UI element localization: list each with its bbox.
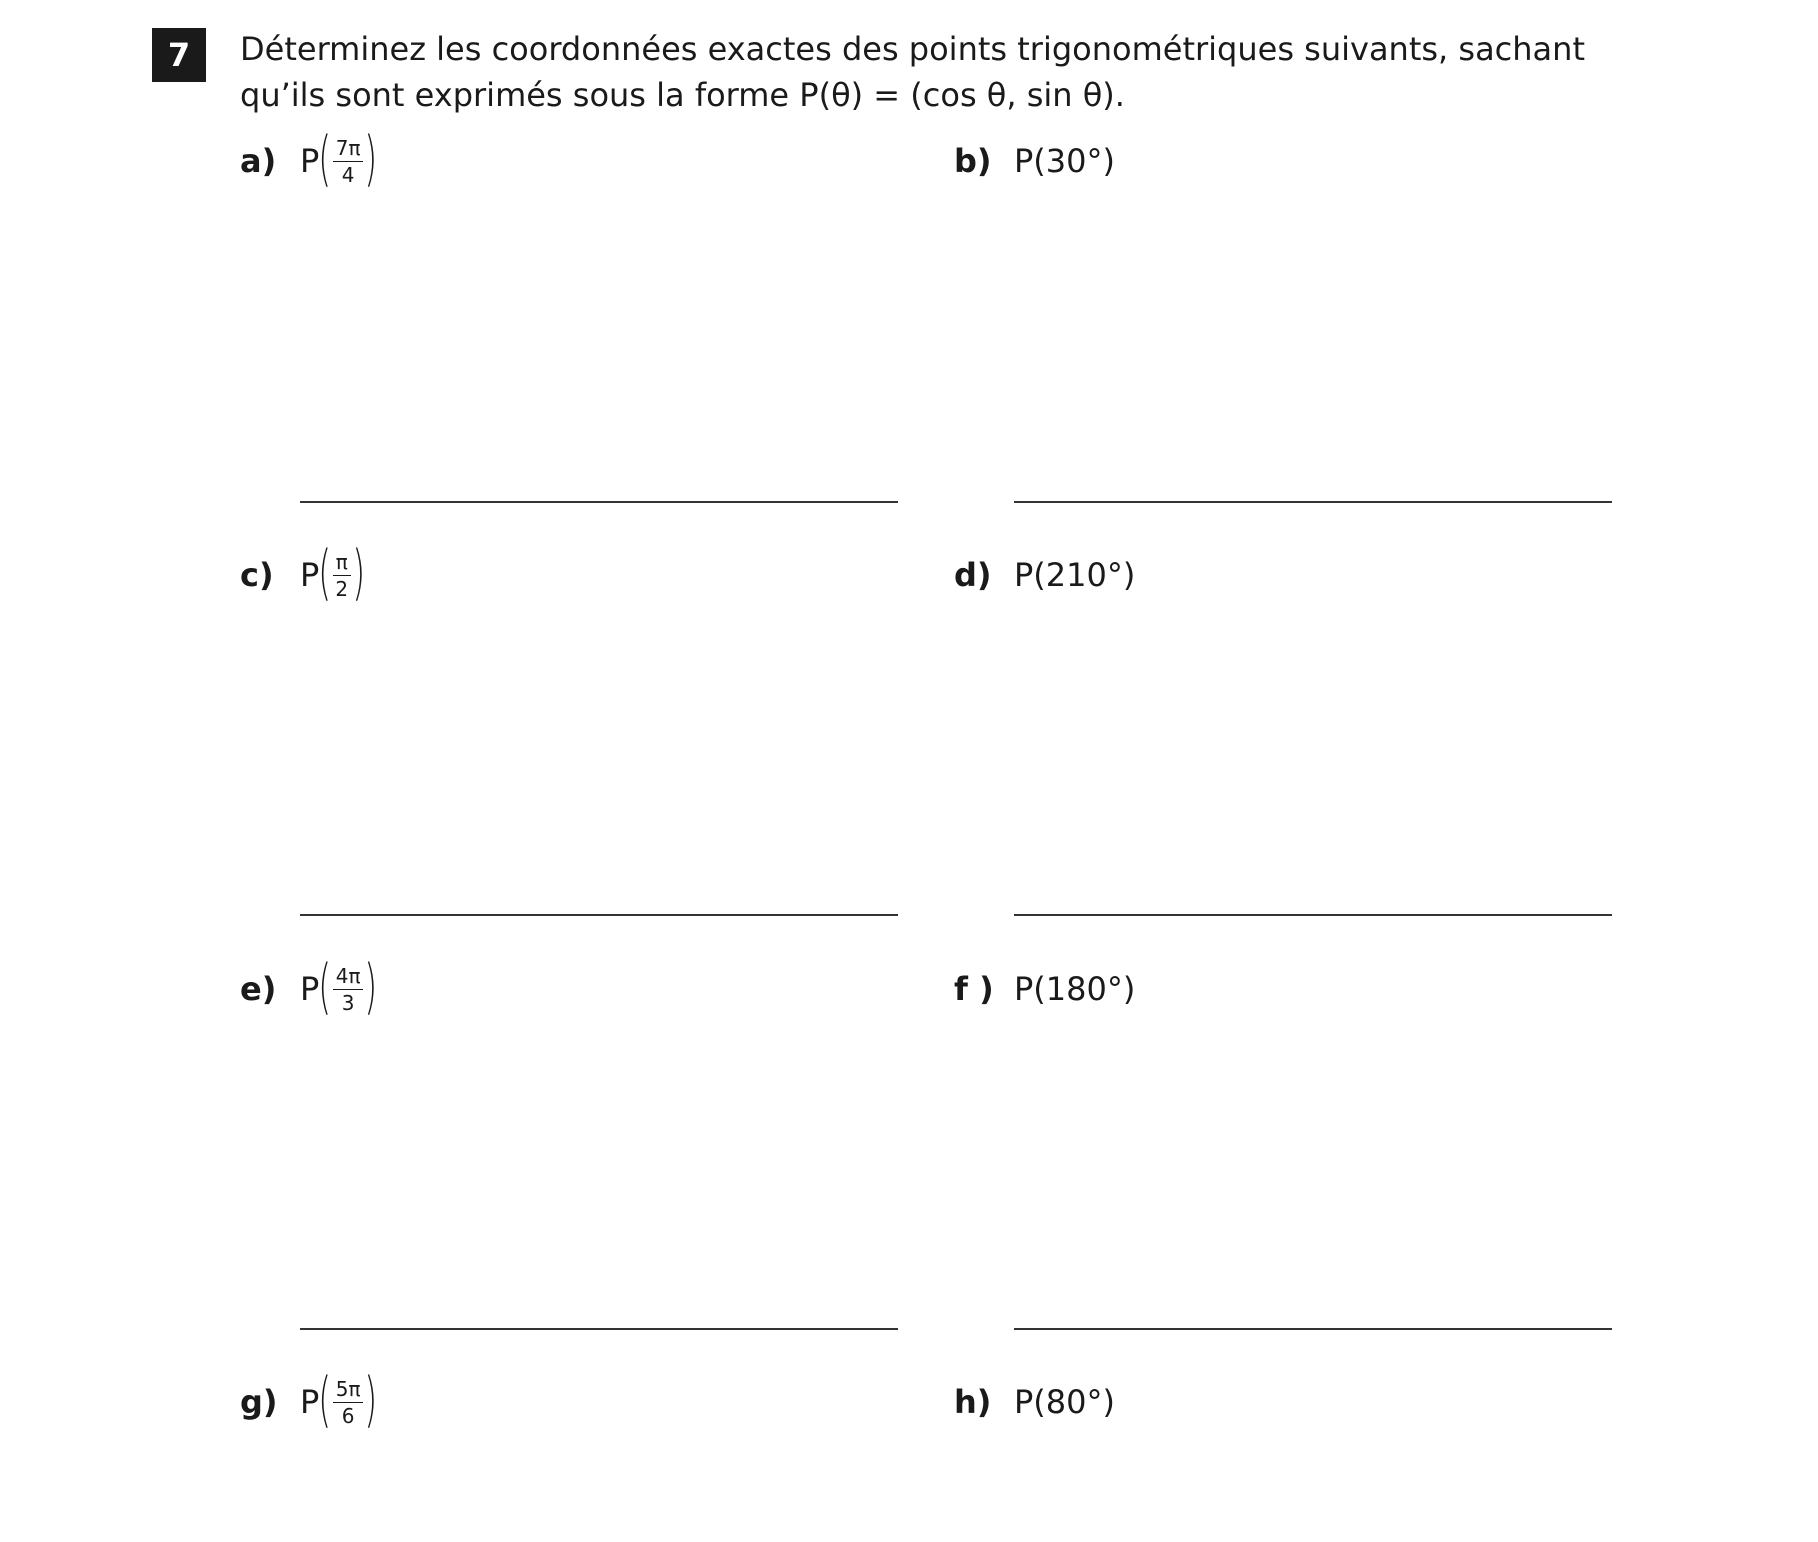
item-b: [954, 126, 1115, 196]
fraction: [331, 136, 366, 187]
fraction-numerator: π: [333, 550, 351, 576]
fraction: [331, 550, 353, 601]
item-d: [954, 540, 1135, 610]
item-expression: P(180°): [1014, 970, 1136, 1008]
expression-prefix: P: [300, 142, 320, 180]
item-expression: P(80°): [1014, 1383, 1115, 1421]
fraction-denominator: 6: [341, 1403, 355, 1428]
item-letter: b): [954, 142, 992, 180]
item-letter: f ): [954, 970, 994, 1008]
answer-line-e[interactable]: [300, 1328, 898, 1330]
expression-prefix: P: [300, 970, 320, 1008]
item-expression: P ( $\frac{5\pi}{6}$ ): [300, 1365, 378, 1435]
fraction: [331, 1377, 366, 1428]
fraction-denominator: 3: [341, 990, 355, 1015]
item-e: [240, 954, 377, 1024]
item-letter: d): [954, 556, 992, 594]
expression-prefix: P: [300, 1383, 320, 1421]
answer-line-c[interactable]: [300, 914, 898, 916]
fraction-denominator: 2: [335, 576, 349, 601]
exercise-instructions: Déterminez les coordonnées exactes des points trigonométriques suivants, sachant qu’ils sont exprimés sous la forme P(θ) = (cos θ, sin θ).: [240, 30, 1585, 114]
answer-line-d[interactable]: [1014, 914, 1612, 916]
item-expression: P(30°): [1014, 142, 1115, 180]
item-letter: e): [240, 970, 277, 1008]
item-letter: a): [240, 142, 277, 180]
fraction: [331, 964, 366, 1015]
expression-prefix: P: [300, 556, 320, 594]
fraction-numerator: 5π: [333, 1377, 364, 1403]
exercise-number: 7: [152, 28, 206, 82]
answer-line-f[interactable]: [1014, 1328, 1612, 1330]
item-letter: g): [240, 1383, 278, 1421]
item-letter: h): [954, 1383, 992, 1421]
answer-line-b[interactable]: [1014, 501, 1612, 503]
fraction-denominator: 4: [341, 162, 355, 187]
item-a: [240, 126, 377, 196]
item-expression: P ( $\frac{4\pi}{3}$ ): [300, 952, 378, 1022]
item-expression: P ( $\frac{7\pi}{4}$ ): [300, 124, 378, 194]
item-c: [240, 540, 364, 610]
fraction-numerator: 7π: [333, 136, 364, 162]
item-expression: P(210°): [1014, 556, 1136, 594]
item-expression: P ( $\frac{\pi}{2}$ ): [300, 538, 365, 608]
item-h: [954, 1367, 1115, 1437]
answer-line-a[interactable]: [300, 501, 898, 503]
item-f: [954, 954, 1135, 1024]
fraction-numerator: 4π: [333, 964, 364, 990]
item-g: [240, 1367, 377, 1437]
item-letter: c): [240, 556, 274, 594]
